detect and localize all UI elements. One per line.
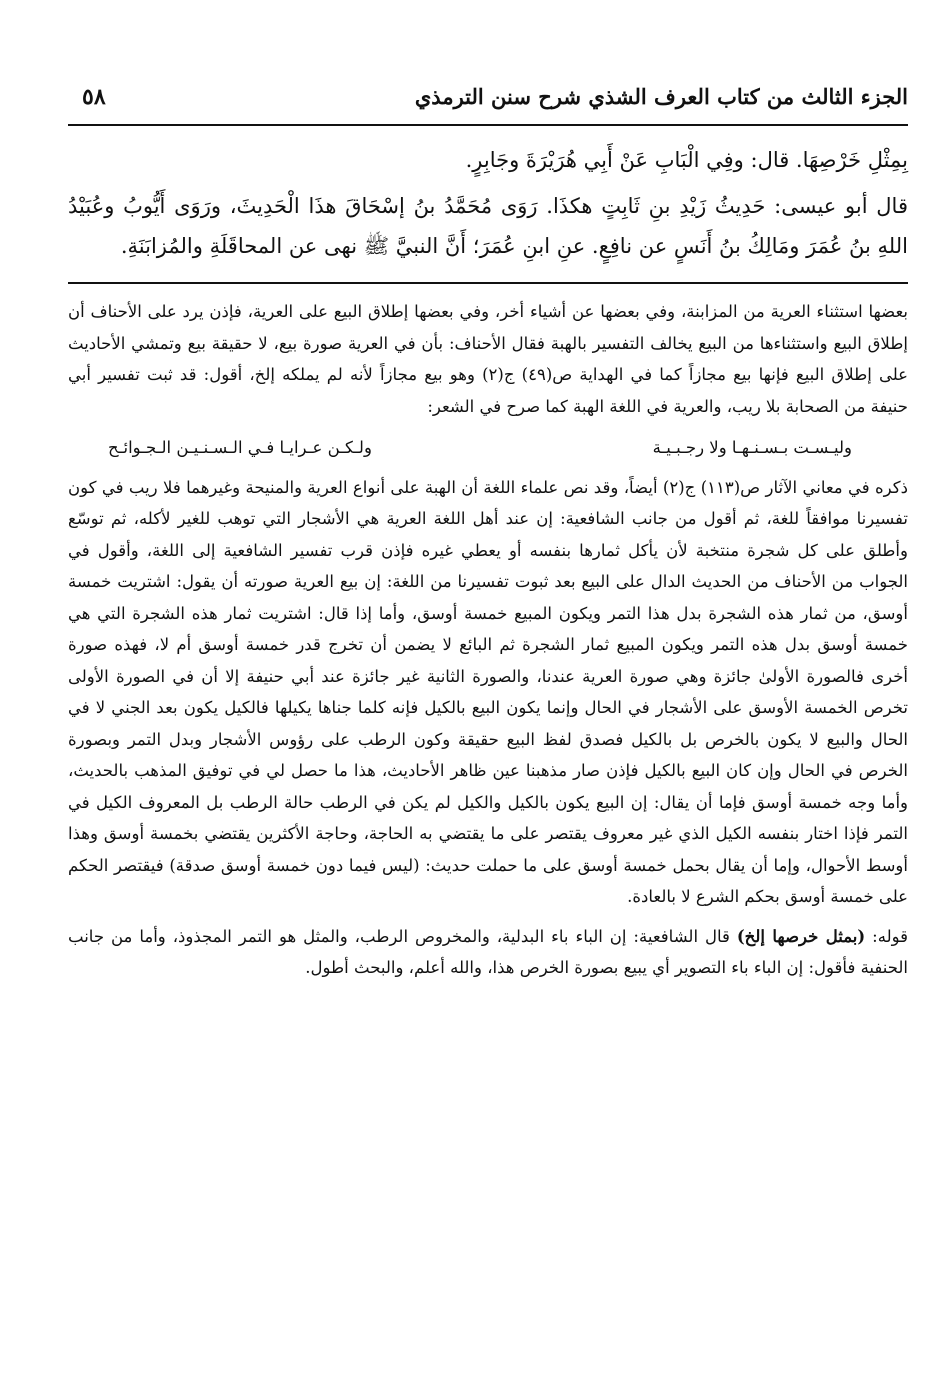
commentary-paragraph <box>68 921 908 984</box>
book-page <box>68 78 908 1368</box>
commentary-text <box>68 296 908 984</box>
paragraph-body: قال الشافعية: إن الباء باء البدلية، والمخروص الرطب، والمثل هو التمر المجذوذ، وأما من جانب الحنفية فأقول: إن الباء باء التصوير أي يبيع بصورة الخرص هذا، والله أعلم، والبحث أطول. <box>68 926 908 977</box>
hadith-line: بِمِثْلِ خَرْصِهَا. قال: وفِي الْبَابِ عَنْ أَبِي هُرَيْرَةَ وجَابِرٍ. <box>465 148 908 172</box>
page-number: ٥٨ <box>82 84 106 110</box>
header-title: الجزء الثالث من كتاب العرف الشذي شرح سنن الترمذي <box>414 84 908 109</box>
commentary-paragraph: ذكره في معاني الآثار ص(١١٣) ج(٢) أيضاً، وقد نص علماء اللغة أن الهبة على أنواع العرية والمنيحة وغيرهما فلا ريب في كون تفسيرنا موافقاً للغة، ثم أقول من جانب الشافعية: إن عند أهل اللغة العرية هي الأشجار التي توهب للغير لأكله، ثم توسّع وأطلق على كل شجرة منتخبة لأن يأكل ثمارها بنفسه أو يعطي غيره فإذن قرب تفسير الشافعية إلى اللغة، وأقول في الجواب من الأحناف من الحديث الدال على البيع بعد ثبوت تفسيرنا من اللغة: إن بيع العرية صورته أن يقول: اشتريت خمسة أوسق، من ثمار هذه الشجرة بدل هذا التمر ويكون المبيع خمسة أوسق، وأما إذا قال: اشتريت ثمار هذه الشجرة التي هي خمسة أوسق بدل هذه التمر ويكون المبيع ثمار الشجرة ثم البائع لا يضمن أن تخرج قدر خمسة أوسق أم لا، فهذه صورة أخرى فالصورة الأولىٰ جائزة وهي صورة العرية عندنا، والصورة الثانية غير جائزة عند أبي حنيفة إلا أن في الصورة الأولى تخرص الخمسة الأوسق على الأشجار في الحال وإنما يكون البيع بالكيل فإنه كلما جناها يكيلها فالكيل يكون بعد الجني لا في الحال والبيع لا يكون بالخرص بل بالكيل فصدق لفظ البيع حقيقة وكون الرطب على رؤوس الأشجار وبدل التمر وبصورة الخرص في الحال وإن كان البيع بالكيل فإذن صار مذهبنا عين ظاهر الأحاديث، هذا ما حصل لي في توفيق المذهب بالحديث، وأما وجه خمسة أوسق فإما أن يقال: إن البيع يكون بالكيل والكيل لم يكن في الرطب حالة الرطب بل المعروف الكيل في التمر فإذا اختار بنفسه الكيل الذي غير معروف يقتصر على ما يقتضي به الحاجة، وحاجة الأكثرين يقتضي بخمسة أوسق وهذا أوسط الأحوال، وإما أن يقال بحمل خمسة أوسق على ما حملت حديث: (ليس فيما دون خمسة أوسق صدقة) فيقتصر الحكم على خمسة أوسق بحكم الشرع لا بالعادة. <box>68 477 908 906</box>
quoted-phrase: (بمثل خرصها إلخ) <box>736 926 866 946</box>
running-header <box>68 78 908 124</box>
poetry-verse <box>68 432 908 464</box>
hadith-paragraph: قال أبو عيسى: حَدِيثُ زَيْدِ بنِ ثَابِتٍ هكذَا. رَوَى مُحَمَّدُ بنُ إسْحَاقَ هذَا الْحَدِيثَ، ورَوَى أَيُّوبُ وعُبَيْدُ اللهِ بنُ عُمَرَ ومَالِكُ بنُ أَنَسٍ عن نافِعٍ. عنِ ابنِ عُمَرَ؛ أَنَّ النبيَّ ﷺ نهى عن المحاقَلَةِ والمُزابَنَةِ. <box>68 194 908 258</box>
verse-first-hemistich: وليـسـت بـسـنـهـا ولا رجـبـيـة <box>652 438 852 457</box>
commentary-paragraph: بعضها استثناء العرية من المزابنة، وفي بعضها عن أشياء أخر، وفي بعضها إطلاق البيع على العرية، فإذن يرد على الأحناف أن إطلاق البيع واستثناءها من البيع يخالف التفسير بالهبة فقال الأحناف: بأن في العرية صورة بيع، لا حقيقة بيع وتمشي الأحاديث على إطلاق البيع فإنها بيع مجازاً كما في الهداية ص(٤٩) ج(٢) وهو بيع مجازاً لأنه لم يملكه إلخ، أقول: قد ثبت تفسير أبي حنيفة من الصحابة بلا ريب، والعرية في اللغة الهبة كما صرح في الشعر: <box>68 302 909 416</box>
footnote-separator <box>68 282 908 284</box>
hadith-text <box>68 140 908 266</box>
header-rule <box>68 124 908 126</box>
verse-second-hemistich: ولـكـن عـرايـا فـي الـسـنـيـن الـجـوائـح <box>108 438 372 457</box>
paragraph-lead: قوله: <box>872 926 909 946</box>
